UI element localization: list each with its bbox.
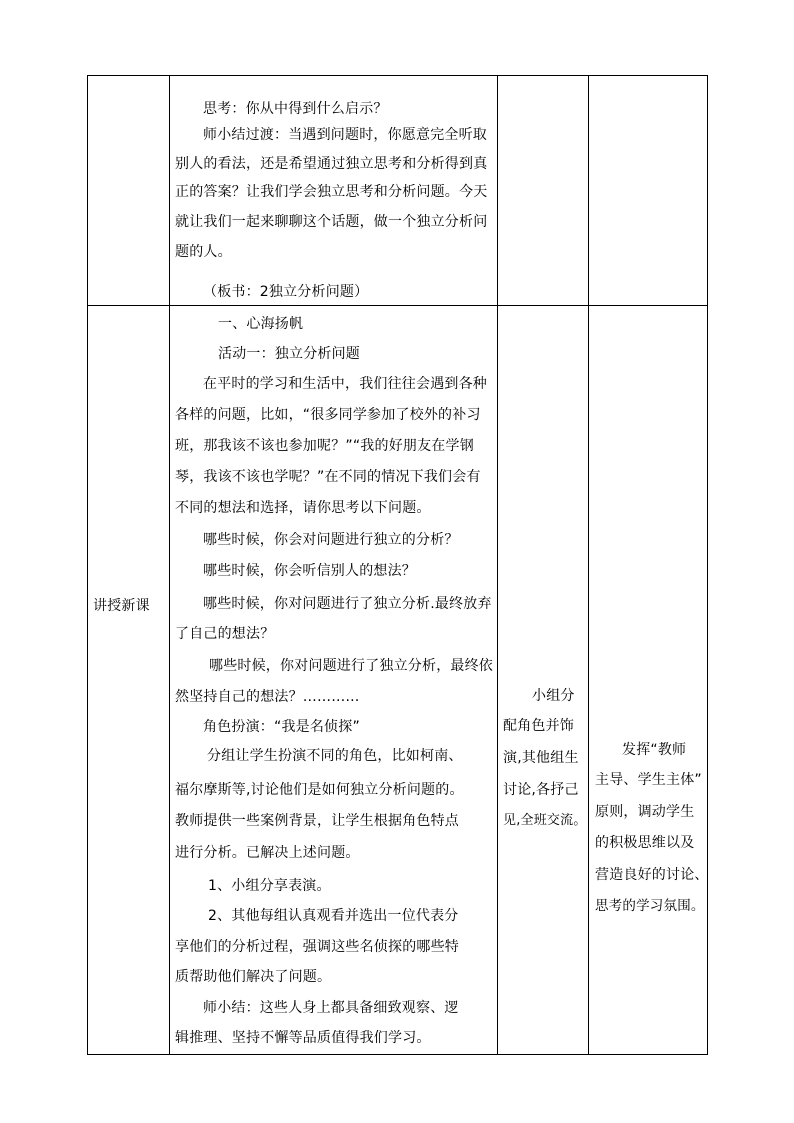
activity-title: 角色扮演：“我是名侦探” — [203, 719, 360, 735]
text-line: 师小结过渡：当遇到问题时，你愿意完全听取 — [203, 127, 487, 143]
text-line: 琴，我该不该也学呢？”在不同的情况下我们会有 — [175, 469, 481, 485]
text-line: 原则，调动学生 — [595, 804, 695, 820]
text-line: 班，那我该不该也参加呢？”“我的好朋友在学钢 — [175, 438, 474, 454]
column-divider-2 — [497, 75, 498, 1055]
stage-label: 讲授新课 — [93, 598, 150, 614]
text-line: 主导、学生主体” — [595, 772, 702, 788]
text-line: 然坚持自己的想法？………… — [175, 689, 360, 705]
table-top-border — [87, 75, 708, 76]
summary-line: 师小结：这些人身上都具备细致观察、逻 — [203, 1000, 459, 1016]
text-line: 分组让学生扮演不同的角色，比如柯南、 — [207, 748, 463, 764]
text-line: 不同的想法和选择，请你思考以下问题。 — [175, 500, 431, 516]
text-line: 各样的问题，比如，“很多同学参加了校外的补习 — [175, 407, 481, 423]
table-right-border — [707, 75, 708, 1055]
text-line: 质帮助他们解决了问题。 — [175, 969, 332, 985]
step-line: 2、其他每组认真观看并选出一位代表分 — [208, 908, 459, 924]
question-line: 哪些时候，你对问题进行了独立分析，最终依 — [209, 658, 493, 674]
text-line: 福尔摩斯等,讨论他们是如何独立分析问题的。 — [175, 782, 464, 798]
text-line: 小组分 — [532, 688, 575, 704]
table-left-border — [87, 75, 88, 1055]
column-divider-3 — [588, 75, 589, 1055]
step-line: 1、小组分享表演。 — [208, 878, 331, 894]
text-line: 的积极思维以及 — [595, 835, 695, 851]
section-heading: 一、心海扬帆 — [218, 316, 304, 332]
text-line: 思考：你从中得到什么启示？ — [203, 101, 388, 117]
text-line: 讨论,各抒己 — [503, 782, 579, 798]
text-line: 营造良好的讨论、 — [595, 867, 709, 883]
text-line: 教师提供一些案例背景，让学生根据角色特点 — [175, 813, 459, 829]
text-line: 演,其他组生 — [503, 750, 579, 766]
column-divider-1 — [169, 75, 170, 1055]
row-divider — [87, 305, 708, 306]
text-line: 题的人。 — [175, 244, 232, 260]
text-line: 发挥“教师 — [622, 742, 687, 758]
text-line: 辑推理、坚持不懈等品质值得我们学习。 — [175, 1030, 431, 1046]
question-line: 哪些时候，你会对问题进行独立的分析？ — [203, 532, 459, 548]
text-line: 见,全班交流。 — [503, 813, 587, 828]
text-line: 在平时的学习和生活中，我们往往会遇到各种 — [203, 376, 487, 392]
question-line: 哪些时候，你会听信别人的想法？ — [203, 563, 416, 579]
text-line: 进行分析。已解决上述问题。 — [175, 845, 360, 861]
text-line: 就让我们一起来聊聊这个话题，做一个独立分析问 — [175, 214, 488, 230]
text-line: 别人的看法，还是希望通过独立思考和分析得到真 — [175, 156, 488, 172]
board-note: （板书：2独立分析问题） — [203, 284, 369, 300]
activity-title: 活动一：独立分析问题 — [218, 346, 360, 362]
text-line: 配角色并饰 — [503, 718, 574, 734]
text-line: 思考的学习氛围。 — [595, 898, 705, 914]
question-line: 哪些时候，你对问题进行了独立分析.最终放弃 — [203, 596, 492, 612]
text-line: 享他们的分析过程，强调这些名侦探的哪些特 — [175, 939, 459, 955]
table-bottom-border — [87, 1054, 708, 1055]
text-line: 正的答案？让我们学会独立思考和分析问题。今天 — [175, 184, 488, 200]
text-line: 了自己的想法？ — [175, 626, 275, 642]
